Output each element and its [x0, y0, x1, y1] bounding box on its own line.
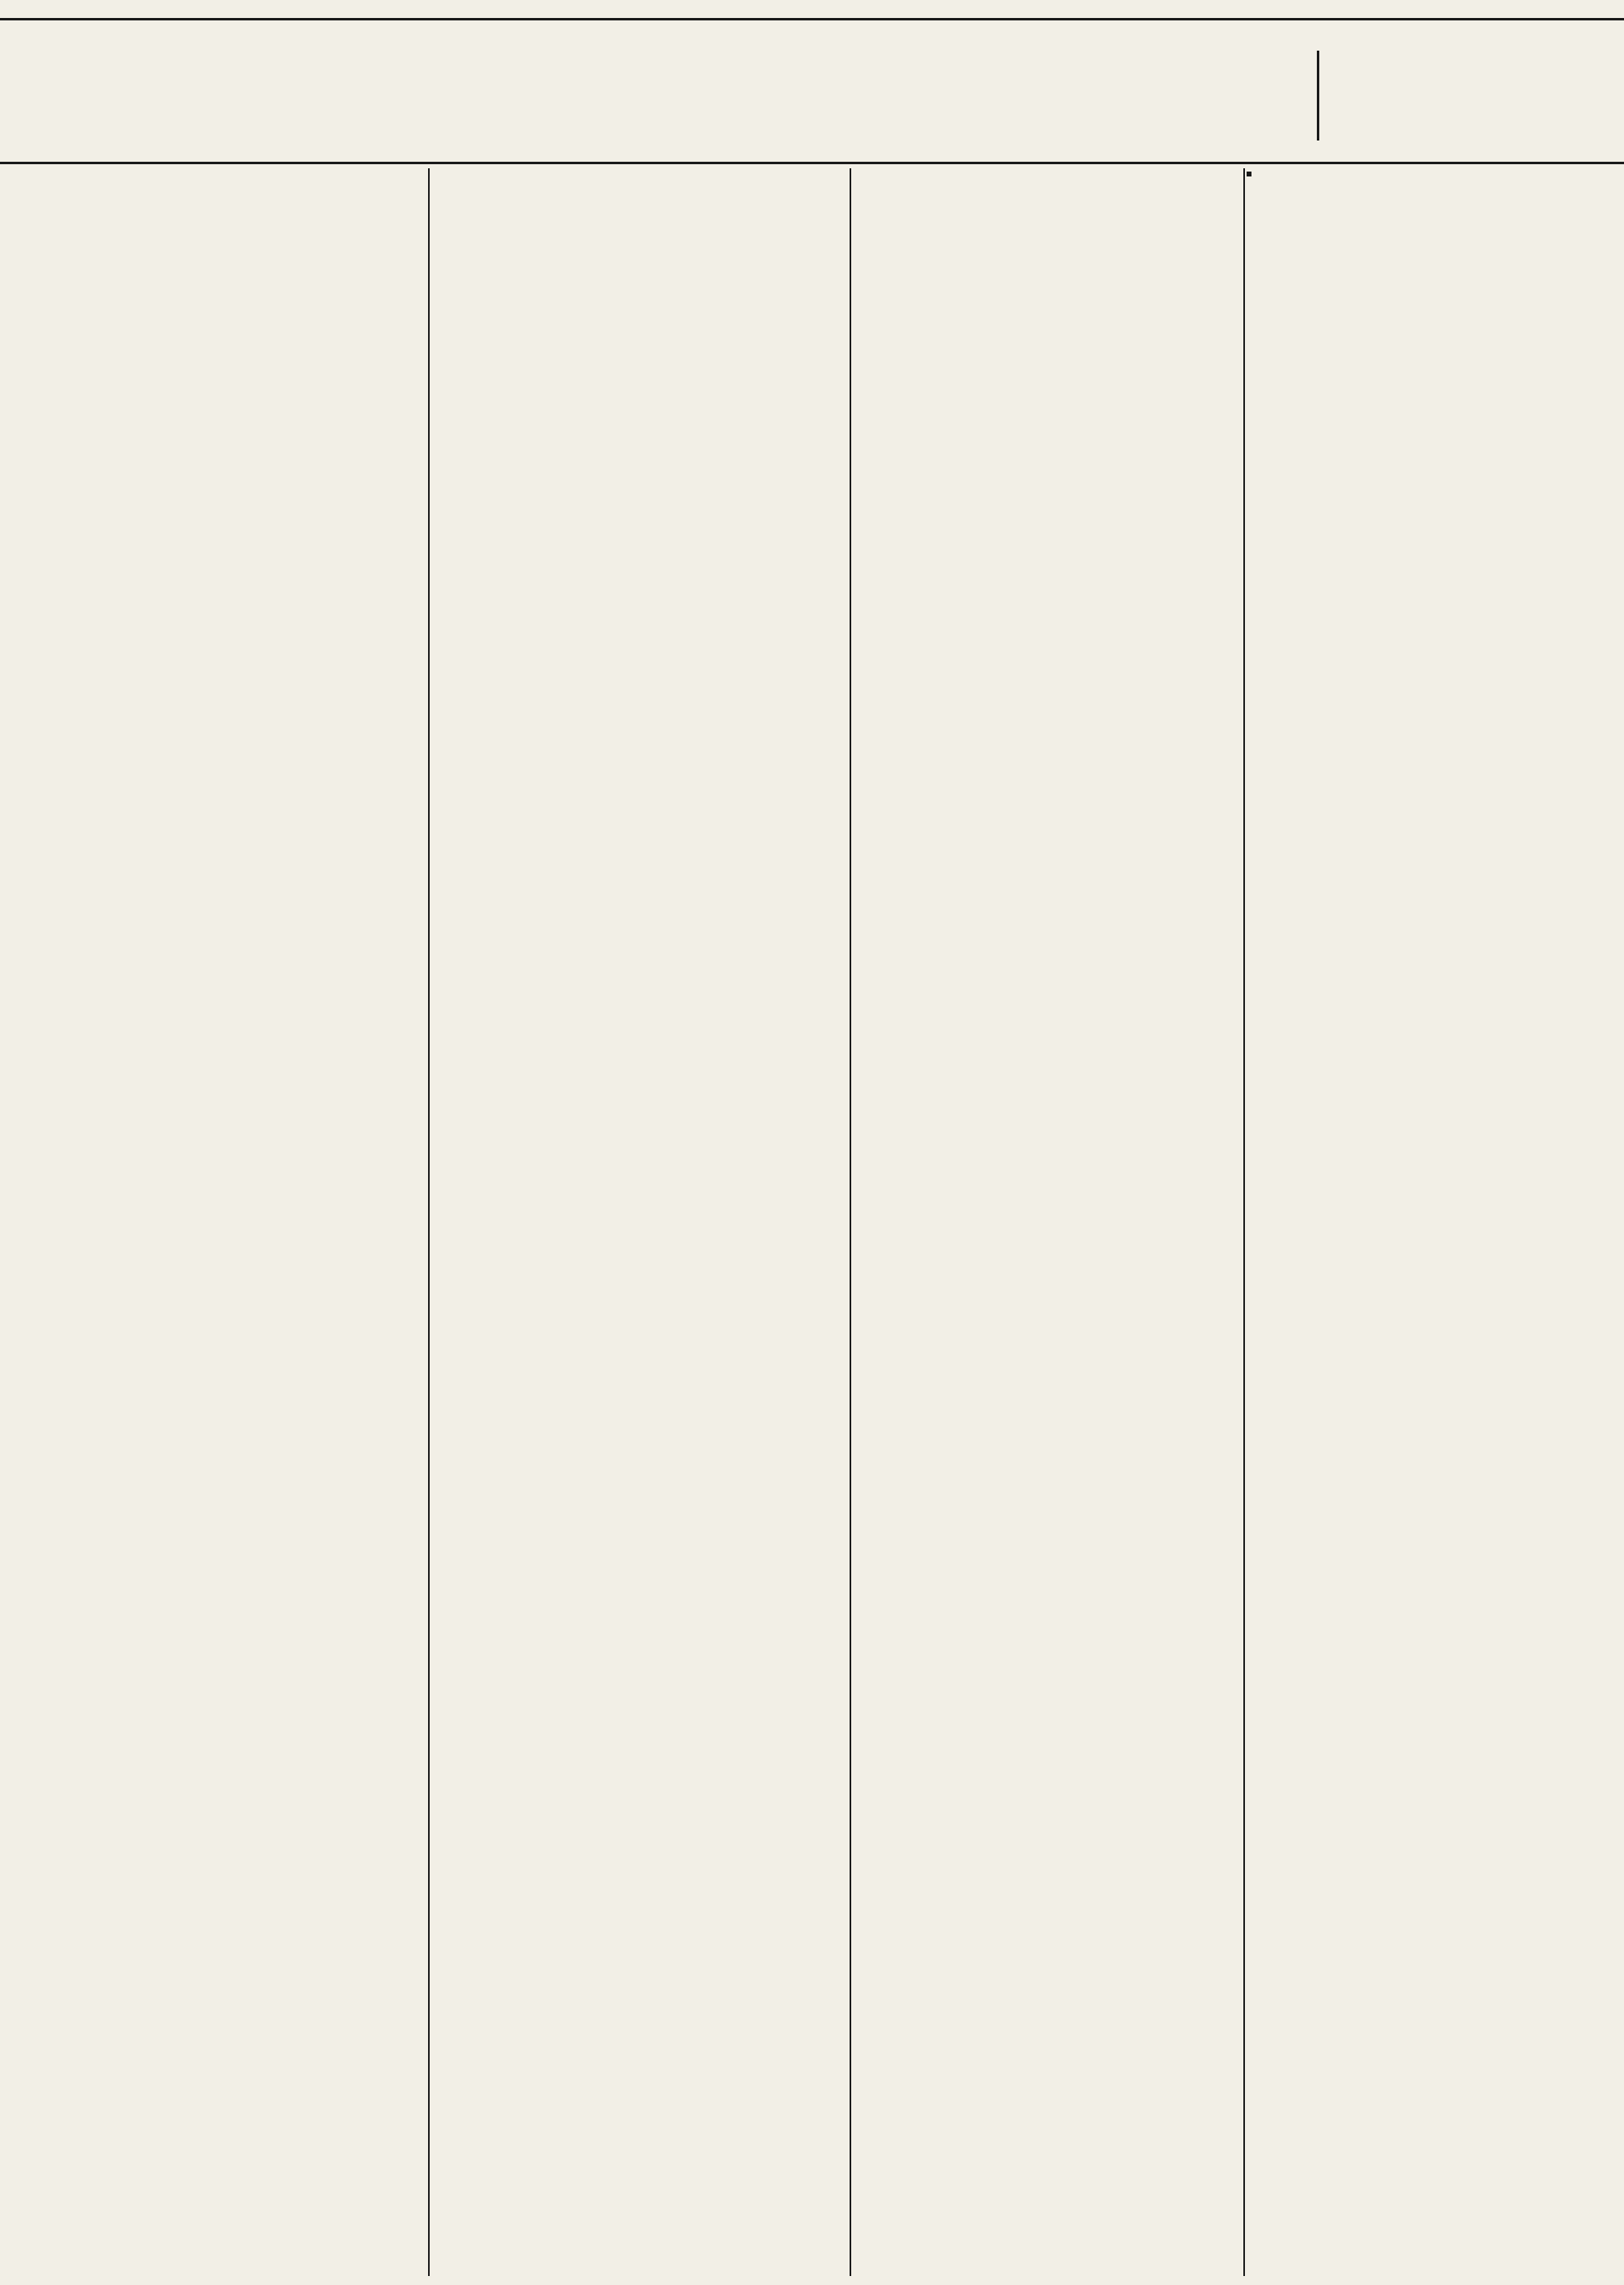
- baseball-banner: [0, 23, 1624, 160]
- park-name: [8, 98, 351, 147]
- park-address-2: [359, 121, 555, 139]
- coming-dates: [1323, 139, 1624, 160]
- baseball-title: [0, 23, 523, 98]
- game-dates: [555, 91, 915, 142]
- coming-title: [1323, 80, 1624, 137]
- masthead: [0, 0, 1624, 18]
- society-subtitle: [49, 268, 376, 297]
- society-column-3: [856, 172, 1238, 2279]
- park-address: [359, 101, 555, 119]
- teams-line-2: [931, 91, 1315, 142]
- society-column-1: [5, 302, 423, 2279]
- society-column-2: [436, 172, 845, 2279]
- teams-line-1: [931, 38, 1315, 88]
- society-title: [0, 168, 425, 263]
- game-days: [555, 38, 915, 88]
- coming-label: [1323, 44, 1624, 77]
- candy-maker-ad: [1247, 172, 1251, 176]
